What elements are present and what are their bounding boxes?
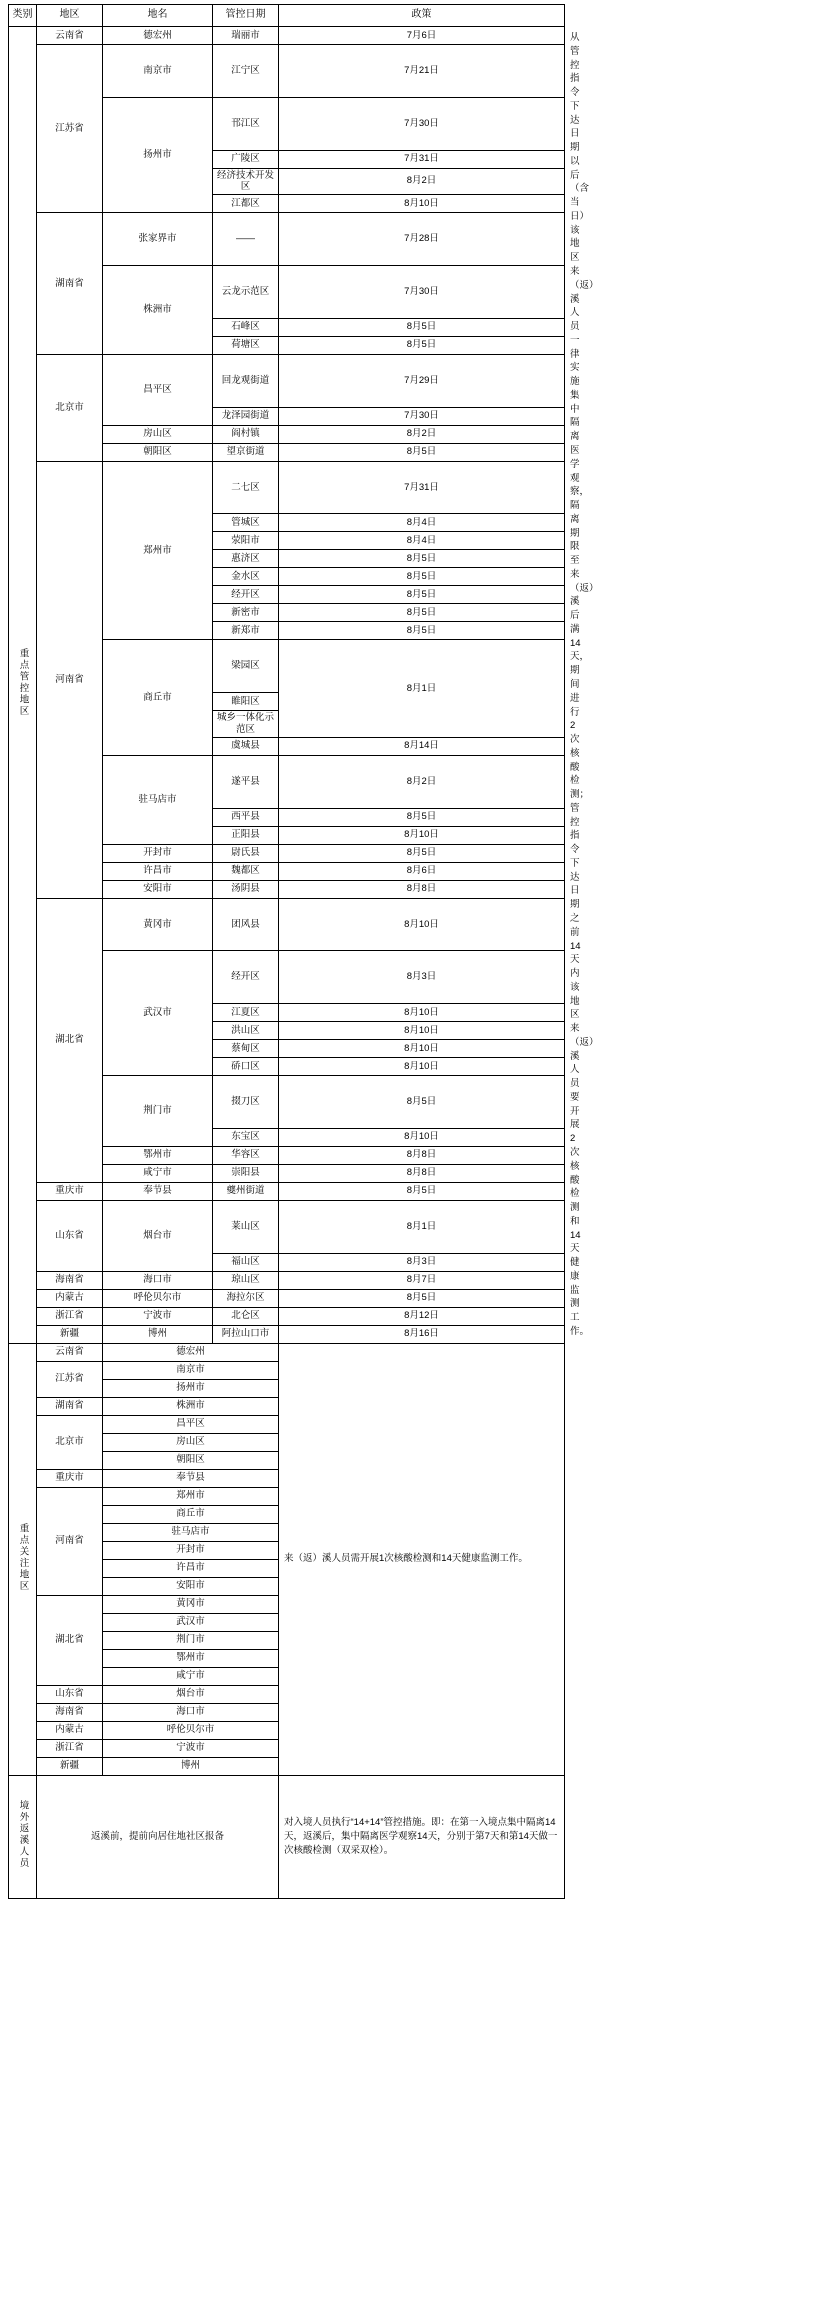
place-cell: 奉节县 (103, 1469, 279, 1487)
place-cell: 株洲市 (103, 1397, 279, 1415)
date-cell: 8月10日 (279, 1004, 565, 1022)
date-cell: 8月5日 (279, 622, 565, 640)
place-cell: 城乡一体化示范区 (213, 711, 279, 738)
date-cell: 8月5日 (279, 1289, 565, 1307)
date-cell: 8月6日 (279, 862, 565, 880)
place-cell: 南京市 (103, 1361, 279, 1379)
date-cell: 8月10日 (279, 1058, 565, 1076)
place-cell: 东宝区 (213, 1128, 279, 1146)
place-cell: 石峰区 (213, 318, 279, 336)
table-row (9, 461, 565, 514)
date-cell: 8月2日 (279, 168, 565, 195)
region-cell: 云南省 (37, 1343, 103, 1361)
date-cell: 8月4日 (279, 532, 565, 550)
header-cell-1: 地区 (37, 5, 103, 27)
place-cell: 荆门市 (103, 1631, 279, 1649)
date-cell: 8月14日 (279, 737, 565, 755)
place-cell: 博州 (103, 1757, 279, 1775)
date-cell: 8月8日 (279, 880, 565, 898)
city-cell: 郑州市 (103, 461, 213, 640)
place-cell: 经济技术开发区 (213, 168, 279, 195)
place-cell: 汤阴县 (213, 880, 279, 898)
region-cell: 海南省 (37, 1703, 103, 1721)
date-cell: 7月29日 (279, 354, 565, 407)
city-cell: 驻马店市 (103, 755, 213, 844)
place-cell: 经开区 (213, 951, 279, 1004)
city-cell: 烟台市 (103, 1200, 213, 1271)
city-cell: 博州 (103, 1325, 213, 1343)
region-cell: 重庆市 (37, 1469, 103, 1487)
table-row (9, 45, 565, 98)
city-cell: 扬州市 (103, 97, 213, 213)
date-cell: 8月8日 (279, 1164, 565, 1182)
date-cell: 8月1日 (279, 1200, 565, 1253)
place-cell: 魏都区 (213, 862, 279, 880)
category-label (9, 27, 37, 1344)
table-row (9, 1271, 565, 1289)
city-cell: 房山区 (103, 425, 213, 443)
place-cell: 梁园区 (213, 640, 279, 693)
place-cell: 华容区 (213, 1146, 279, 1164)
region-cell: 重庆市 (37, 1182, 103, 1200)
place-cell: 房山区 (103, 1433, 279, 1451)
region-cell: 河南省 (37, 461, 103, 898)
region-cell: 新疆 (37, 1757, 103, 1775)
place-cell: 宁波市 (103, 1739, 279, 1757)
city-cell: 奉节县 (103, 1182, 213, 1200)
city-cell: 安阳市 (103, 880, 213, 898)
date-cell: 8月1日 (279, 640, 565, 738)
date-cell: 7月31日 (279, 150, 565, 168)
date-cell: 8月7日 (279, 1271, 565, 1289)
place-cell: 海拉尔区 (213, 1289, 279, 1307)
place-cell: 鄂州市 (103, 1649, 279, 1667)
city-cell: 南京市 (103, 45, 213, 98)
date-cell: 7月31日 (279, 461, 565, 514)
table-header-row (9, 5, 565, 27)
date-cell: 7月28日 (279, 213, 565, 266)
category-label (9, 1775, 37, 1898)
date-cell: 8月5日 (279, 568, 565, 586)
policy-cell: 对入境人员执行“14+14”管控措施。即：在第一入境点集中隔离14天，返溪后，集中隔离医学观察14天，分别于第7天和第14天做一次核酸检测（双采双检）。 (279, 1775, 565, 1898)
date-cell: 8月5日 (279, 1076, 565, 1129)
table-row (9, 213, 565, 266)
city-cell: 张家界市 (103, 213, 213, 266)
place-cell: 德宏州 (103, 1343, 279, 1361)
date-cell: 8月5日 (279, 604, 565, 622)
region-cell: 北京市 (37, 1415, 103, 1469)
date-cell: 8月4日 (279, 514, 565, 532)
region-cell: 内蒙古 (37, 1289, 103, 1307)
header-cell-3: 管控日期 (213, 5, 279, 27)
region-cell: 浙江省 (37, 1739, 103, 1757)
place-cell: 荷塘区 (213, 336, 279, 354)
place-cell: 掇刀区 (213, 1076, 279, 1129)
place-cell: 金水区 (213, 568, 279, 586)
table-row (9, 1200, 565, 1253)
date-cell: 8月2日 (279, 425, 565, 443)
region-cell: 山东省 (37, 1200, 103, 1271)
place-cell: 呼伦贝尔市 (103, 1721, 279, 1739)
place-cell: 福山区 (213, 1253, 279, 1271)
place-cell: 北仑区 (213, 1307, 279, 1325)
place-cell: 睢阳区 (213, 693, 279, 711)
policy-cell: 来（返）溪人员需开展1次核酸检测和14天健康监测工作。 (279, 1343, 565, 1775)
place-cell: 西平县 (213, 808, 279, 826)
place-cell: 遂平县 (213, 755, 279, 808)
place-cell: 团风县 (213, 898, 279, 951)
place-cell: 江都区 (213, 195, 279, 213)
date-cell: 8月10日 (279, 826, 565, 844)
region-cell: 云南省 (37, 27, 103, 45)
date-cell: 8月5日 (279, 808, 565, 826)
date-cell: 8月5日 (279, 844, 565, 862)
region-cell: 江苏省 (37, 1361, 103, 1397)
category-label-text: 重点关注地区 (17, 1522, 29, 1592)
table-row (9, 1343, 565, 1361)
category-label-text: 境外返溪人员 (17, 1800, 29, 1870)
covid-policy-table (8, 4, 599, 1899)
place-cell: 郑州市 (103, 1487, 279, 1505)
place-cell: —— (213, 213, 279, 266)
date-cell: 8月10日 (279, 195, 565, 213)
date-cell: 8月10日 (279, 1040, 565, 1058)
date-cell: 8月10日 (279, 1022, 565, 1040)
region-cell: 湖北省 (37, 898, 103, 1182)
date-cell: 8月5日 (279, 1182, 565, 1200)
place-cell: 龙泽园街道 (213, 407, 279, 425)
region-cell: 湖北省 (37, 1595, 103, 1685)
city-cell: 黄冈市 (103, 898, 213, 951)
date-cell: 8月5日 (279, 550, 565, 568)
header-cell-0: 类别 (9, 5, 37, 27)
city-cell: 许昌市 (103, 862, 213, 880)
table-row (9, 1182, 565, 1200)
date-cell: 8月16日 (279, 1325, 565, 1343)
region-cell: 江苏省 (37, 45, 103, 213)
place-cell: 瑞丽市 (213, 27, 279, 45)
overseas-note-cell: 返溪前，提前向居住地社区报备 (37, 1775, 279, 1898)
place-cell: 新密市 (213, 604, 279, 622)
date-cell: 8月3日 (279, 951, 565, 1004)
category-label (9, 1343, 37, 1775)
date-cell: 7月21日 (279, 45, 565, 98)
table-row (9, 354, 565, 407)
place-cell: 安阳市 (103, 1577, 279, 1595)
region-cell: 新疆 (37, 1325, 103, 1343)
region-cell: 北京市 (37, 354, 103, 461)
place-cell: 许昌市 (103, 1559, 279, 1577)
city-cell: 开封市 (103, 844, 213, 862)
place-cell: 驻马店市 (103, 1523, 279, 1541)
place-cell: 硚口区 (213, 1058, 279, 1076)
place-cell: 经开区 (213, 586, 279, 604)
place-cell: 管城区 (213, 514, 279, 532)
place-cell: 咸宁市 (103, 1667, 279, 1685)
place-cell: 朝阳区 (103, 1451, 279, 1469)
place-cell: 江宁区 (213, 45, 279, 98)
place-cell: 广陵区 (213, 150, 279, 168)
header-cell-4: 政策 (279, 5, 565, 27)
table-row (9, 1325, 565, 1343)
region-cell: 河南省 (37, 1487, 103, 1595)
city-cell: 武汉市 (103, 951, 213, 1076)
place-cell: 夔州街道 (213, 1182, 279, 1200)
place-cell: 莱山区 (213, 1200, 279, 1253)
city-cell: 海口市 (103, 1271, 213, 1289)
place-cell: 开封市 (103, 1541, 279, 1559)
date-cell: 7月30日 (279, 97, 565, 150)
city-cell: 宁波市 (103, 1307, 213, 1325)
region-cell: 湖南省 (37, 213, 103, 355)
place-cell: 阎村镇 (213, 425, 279, 443)
region-cell: 海南省 (37, 1271, 103, 1289)
place-cell: 崇阳县 (213, 1164, 279, 1182)
place-cell: 邗江区 (213, 97, 279, 150)
place-cell: 扬州市 (103, 1379, 279, 1397)
date-cell: 8月5日 (279, 336, 565, 354)
place-cell: 惠济区 (213, 550, 279, 568)
place-cell: 蔡甸区 (213, 1040, 279, 1058)
table-row (9, 1775, 565, 1898)
date-cell: 8月12日 (279, 1307, 565, 1325)
city-cell: 昌平区 (103, 354, 213, 425)
city-cell: 商丘市 (103, 640, 213, 756)
city-cell: 呼伦贝尔市 (103, 1289, 213, 1307)
city-cell: 鄂州市 (103, 1146, 213, 1164)
region-cell: 山东省 (37, 1685, 103, 1703)
table-row (9, 1307, 565, 1325)
place-cell: 黄冈市 (103, 1595, 279, 1613)
place-cell: 阿拉山口市 (213, 1325, 279, 1343)
region-cell: 浙江省 (37, 1307, 103, 1325)
place-cell: 海口市 (103, 1703, 279, 1721)
place-cell: 云龙示范区 (213, 266, 279, 319)
date-cell: 7月30日 (279, 266, 565, 319)
city-cell: 株洲市 (103, 266, 213, 355)
date-cell: 8月5日 (279, 443, 565, 461)
place-cell: 虞城县 (213, 737, 279, 755)
date-cell: 8月5日 (279, 586, 565, 604)
city-cell: 荆门市 (103, 1076, 213, 1147)
date-cell: 8月10日 (279, 1128, 565, 1146)
date-cell: 8月3日 (279, 1253, 565, 1271)
place-cell: 洪山区 (213, 1022, 279, 1040)
table-row (9, 898, 565, 951)
region-cell: 湖南省 (37, 1397, 103, 1415)
place-cell: 荥阳市 (213, 532, 279, 550)
date-cell: 8月10日 (279, 898, 565, 951)
category-label-text: 重点管控地区 (17, 648, 29, 718)
place-cell: 二七区 (213, 461, 279, 514)
place-cell: 武汉市 (103, 1613, 279, 1631)
place-cell: 新郑市 (213, 622, 279, 640)
place-cell: 望京街道 (213, 443, 279, 461)
place-cell: 昌平区 (103, 1415, 279, 1433)
place-cell: 正阳县 (213, 826, 279, 844)
table-row: 重点管控地区 云南省 德宏州 瑞丽市 7月6日 从管控指令下达日期以后（含当日）该地区来（返）溪人员一律实施集中隔离医学观察，隔离期限至来（返）溪后满14天，期间进行2次核酸检测；管控指令下达日期之前14天内该地区来（返）溪人员要开展2次核酸检测和14天健康监测工作。 (9, 27, 565, 45)
city-cell: 德宏州 (103, 27, 213, 45)
city-cell: 咸宁市 (103, 1164, 213, 1182)
place-cell: 商丘市 (103, 1505, 279, 1523)
place-cell: 尉氏县 (213, 844, 279, 862)
header-cell-2: 地名 (103, 5, 213, 27)
date-cell: 8月8日 (279, 1146, 565, 1164)
date-cell: 7月6日 (279, 27, 565, 45)
region-cell: 内蒙古 (37, 1721, 103, 1739)
table-row (9, 1289, 565, 1307)
city-cell: 朝阳区 (103, 443, 213, 461)
place-cell: 烟台市 (103, 1685, 279, 1703)
place-cell: 江夏区 (213, 1004, 279, 1022)
date-cell: 8月2日 (279, 755, 565, 808)
place-cell: 回龙观街道 (213, 354, 279, 407)
place-cell: 琼山区 (213, 1271, 279, 1289)
date-cell: 7月30日 (279, 407, 565, 425)
date-cell: 8月5日 (279, 318, 565, 336)
